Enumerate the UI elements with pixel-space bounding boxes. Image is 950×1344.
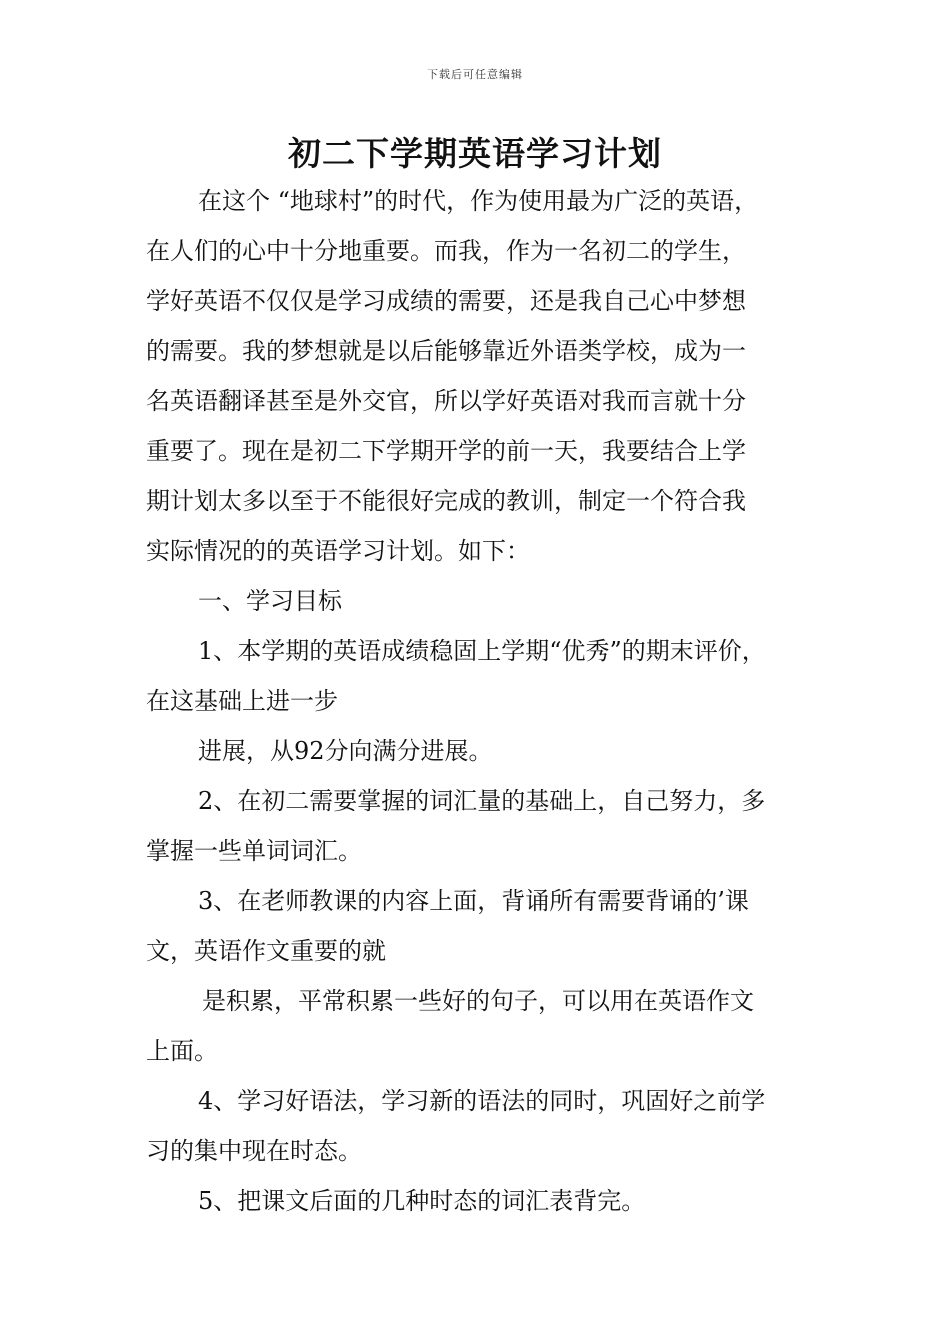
list-item-line: 2、在初二需要掌握的词汇量的基础上，自己努力，多: [198, 787, 766, 815]
body-text: [146, 176, 810, 1226]
page-title: 初二下学期英语学习计划: [288, 134, 662, 173]
list-item-line: 是积累，平常积累一些好的句子，可以用在英语作文: [202, 987, 754, 1015]
paragraph-line: 名英语翻译甚至是外交官，所以学好英语对我而言就十分: [146, 387, 746, 415]
header-note: 下载后可任意编辑: [427, 68, 523, 81]
list-item-line: 上面。: [146, 1037, 218, 1065]
paragraph-line: 在人们的心中十分地重要。而我，作为一名初二的学生，: [146, 237, 746, 265]
list-item-line: 3、在老师教课的内容上面，背诵所有需要背诵的’课: [198, 887, 749, 915]
paragraph-line: 的需要。我的梦想就是以后能够靠近外语类学校，成为一: [146, 337, 746, 365]
list-item-line: 在这基础上进一步: [146, 687, 338, 715]
list-item-line: 文，英语作文重要的就: [146, 937, 386, 965]
paragraph-line: 学好英语不仅仅是学习成绩的需要，还是我自己心中梦想: [146, 287, 746, 315]
list-item-line: 习的集中现在时态。: [146, 1137, 362, 1165]
list-item-line: 进展，从92分向满分进展。: [198, 737, 493, 765]
section-heading: 一、学习目标: [198, 587, 342, 615]
list-item-line: 4、学习好语法，学习新的语法的同时，巩固好之前学: [198, 1087, 766, 1115]
list-item-line: 1、本学期的英语成绩稳固上学期“优秀”的期末评价，: [198, 637, 766, 665]
list-item-line: 5、把课文后面的几种时态的词汇表背完。: [198, 1187, 646, 1215]
list-item-line: 掌握一些单词词汇。: [146, 837, 362, 865]
paragraph-line: 重要了。现在是初二下学期开学的前一天，我要结合上学: [146, 437, 746, 465]
paragraph-line: 期计划太多以至于不能很好完成的教训，制定一个符合我: [146, 487, 746, 515]
paragraph-line: 实际情况的的英语学习计划。如下：: [146, 537, 530, 565]
paragraph-line: 在这个 “地球村”的时代，作为使用最为广泛的英语，: [198, 187, 759, 215]
